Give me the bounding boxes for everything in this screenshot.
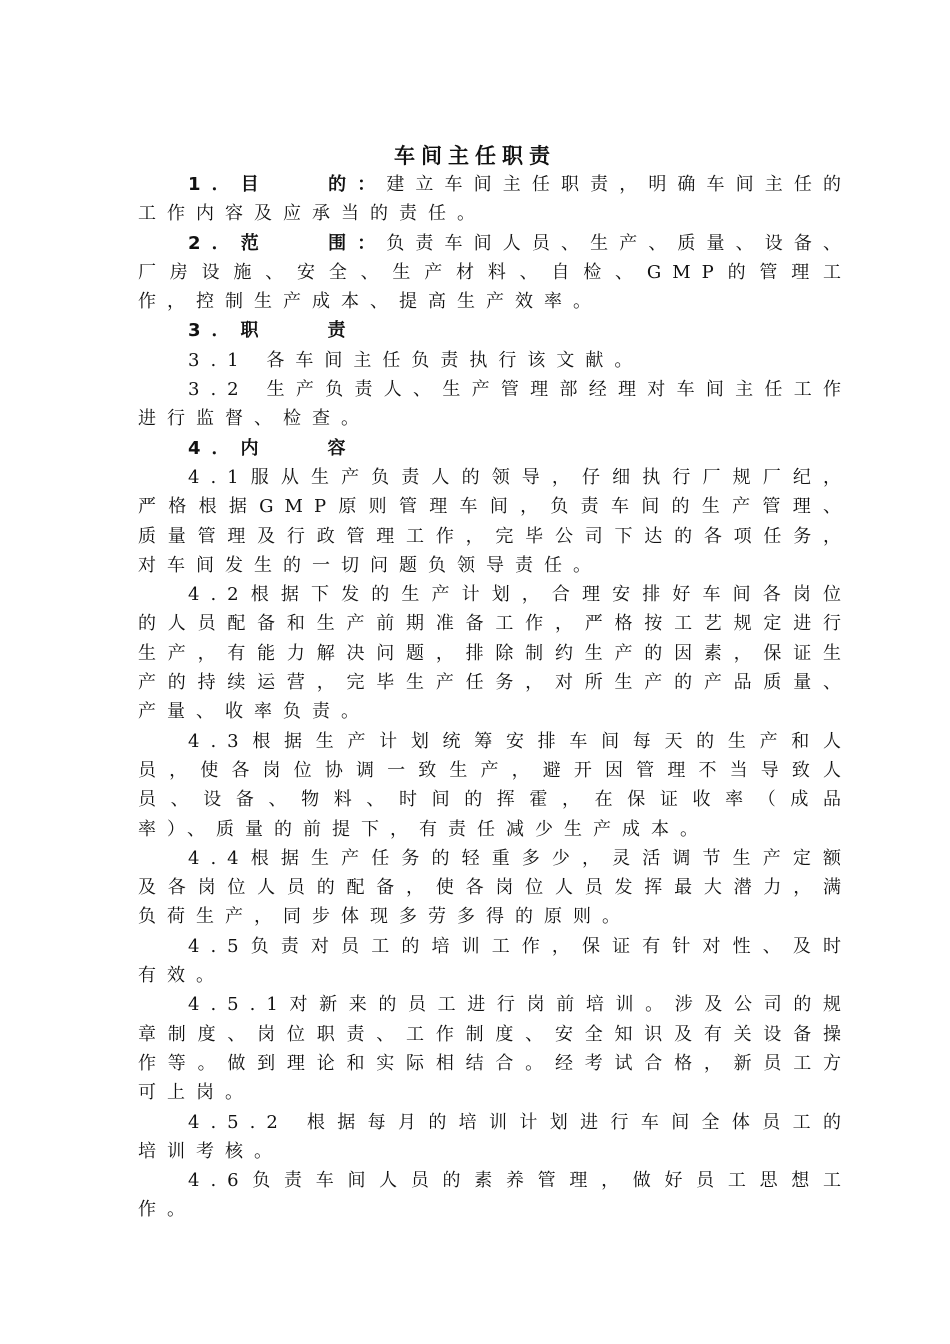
section-heading: 2．范 围：: [188, 232, 387, 254]
clause-4-5-1: 4.5.1对新来的员工进行岗前培训。涉及公司的规章制度、岗位职责、工作制度、安全知识及有关设备操作等。做到理论和实际相结合。经考试合格，新员工方可上岗。: [138, 994, 852, 1104]
document-title: 车间主任职责: [394, 144, 556, 168]
document-body: [138, 170, 852, 1225]
clause-4-4: 4.4根据生产任务的轻重多少，灵活调节生产定额及各岗位人员的配备，使各岗位人员发挥最大潜力，满负荷生产，同步体现多劳多得的原则。: [138, 847, 852, 928]
clause-4-6: 4.6负责车间人员的素养管理，做好员工思想工作。: [138, 1170, 852, 1221]
section-content-heading: [138, 434, 852, 463]
section-scope: [138, 229, 852, 317]
clause-4-2: 4.2根据下发的生产计划，合理安排好车间各岗位的人员配备和生产前期准备工作，严格按工艺规定进行生产，有能力解决问题，排除制约生产的因素，保证生产的持续运营，完毕生产任务，对所生产的产品质量、产量、收率负责。: [138, 584, 852, 723]
clause-3-2: 3.2 生产负责人、生产管理部经理对车间主任工作进行监督、检查。: [138, 379, 852, 430]
section-text: 负责车间人员、生产、质量、设备、厂房设施、安全、生产材料、自检、GMP的管理工作，控制生产成本、提高生产效率。: [138, 232, 852, 313]
clause-4-1: 4.1服从生产负责人的领导，仔细执行厂规厂纪，严格根据GMP原则管理车间，负责车间的生产管理、质量管理及行政管理工作，完毕公司下达的各项任务，对车间发生的一切问题负领导责任。: [138, 466, 852, 576]
section-duties-heading: [138, 316, 852, 345]
section-heading: 4．内 容: [188, 437, 357, 459]
section-purpose: [138, 170, 852, 229]
section-heading: 3．职 责: [188, 320, 357, 342]
section-text: 建立车间主任职责，明确车间主任的工作内容及应承当的责任。: [138, 174, 852, 225]
clause-3-1: 3.1 各车间主任负责执行该文献。: [188, 349, 644, 371]
clause-4-5: 4.5负责对员工的培训工作，保证有针对性、及时有效。: [138, 935, 852, 987]
section-heading: 1．目 的：: [188, 174, 387, 195]
clause-4-3: 4.3根据生产计划统筹安排车间每天的生产和人员，使各岗位协调一致生产，避开因管理不当导致人员、设备、物料、时间的挥霍，在保证收率（成品率）、质量的前提下，有责任减少生产成本。: [138, 730, 852, 840]
clause-4-5-2: 4.5.2 根据每月的培训计划进行车间全体员工的培训考核。: [138, 1111, 852, 1162]
